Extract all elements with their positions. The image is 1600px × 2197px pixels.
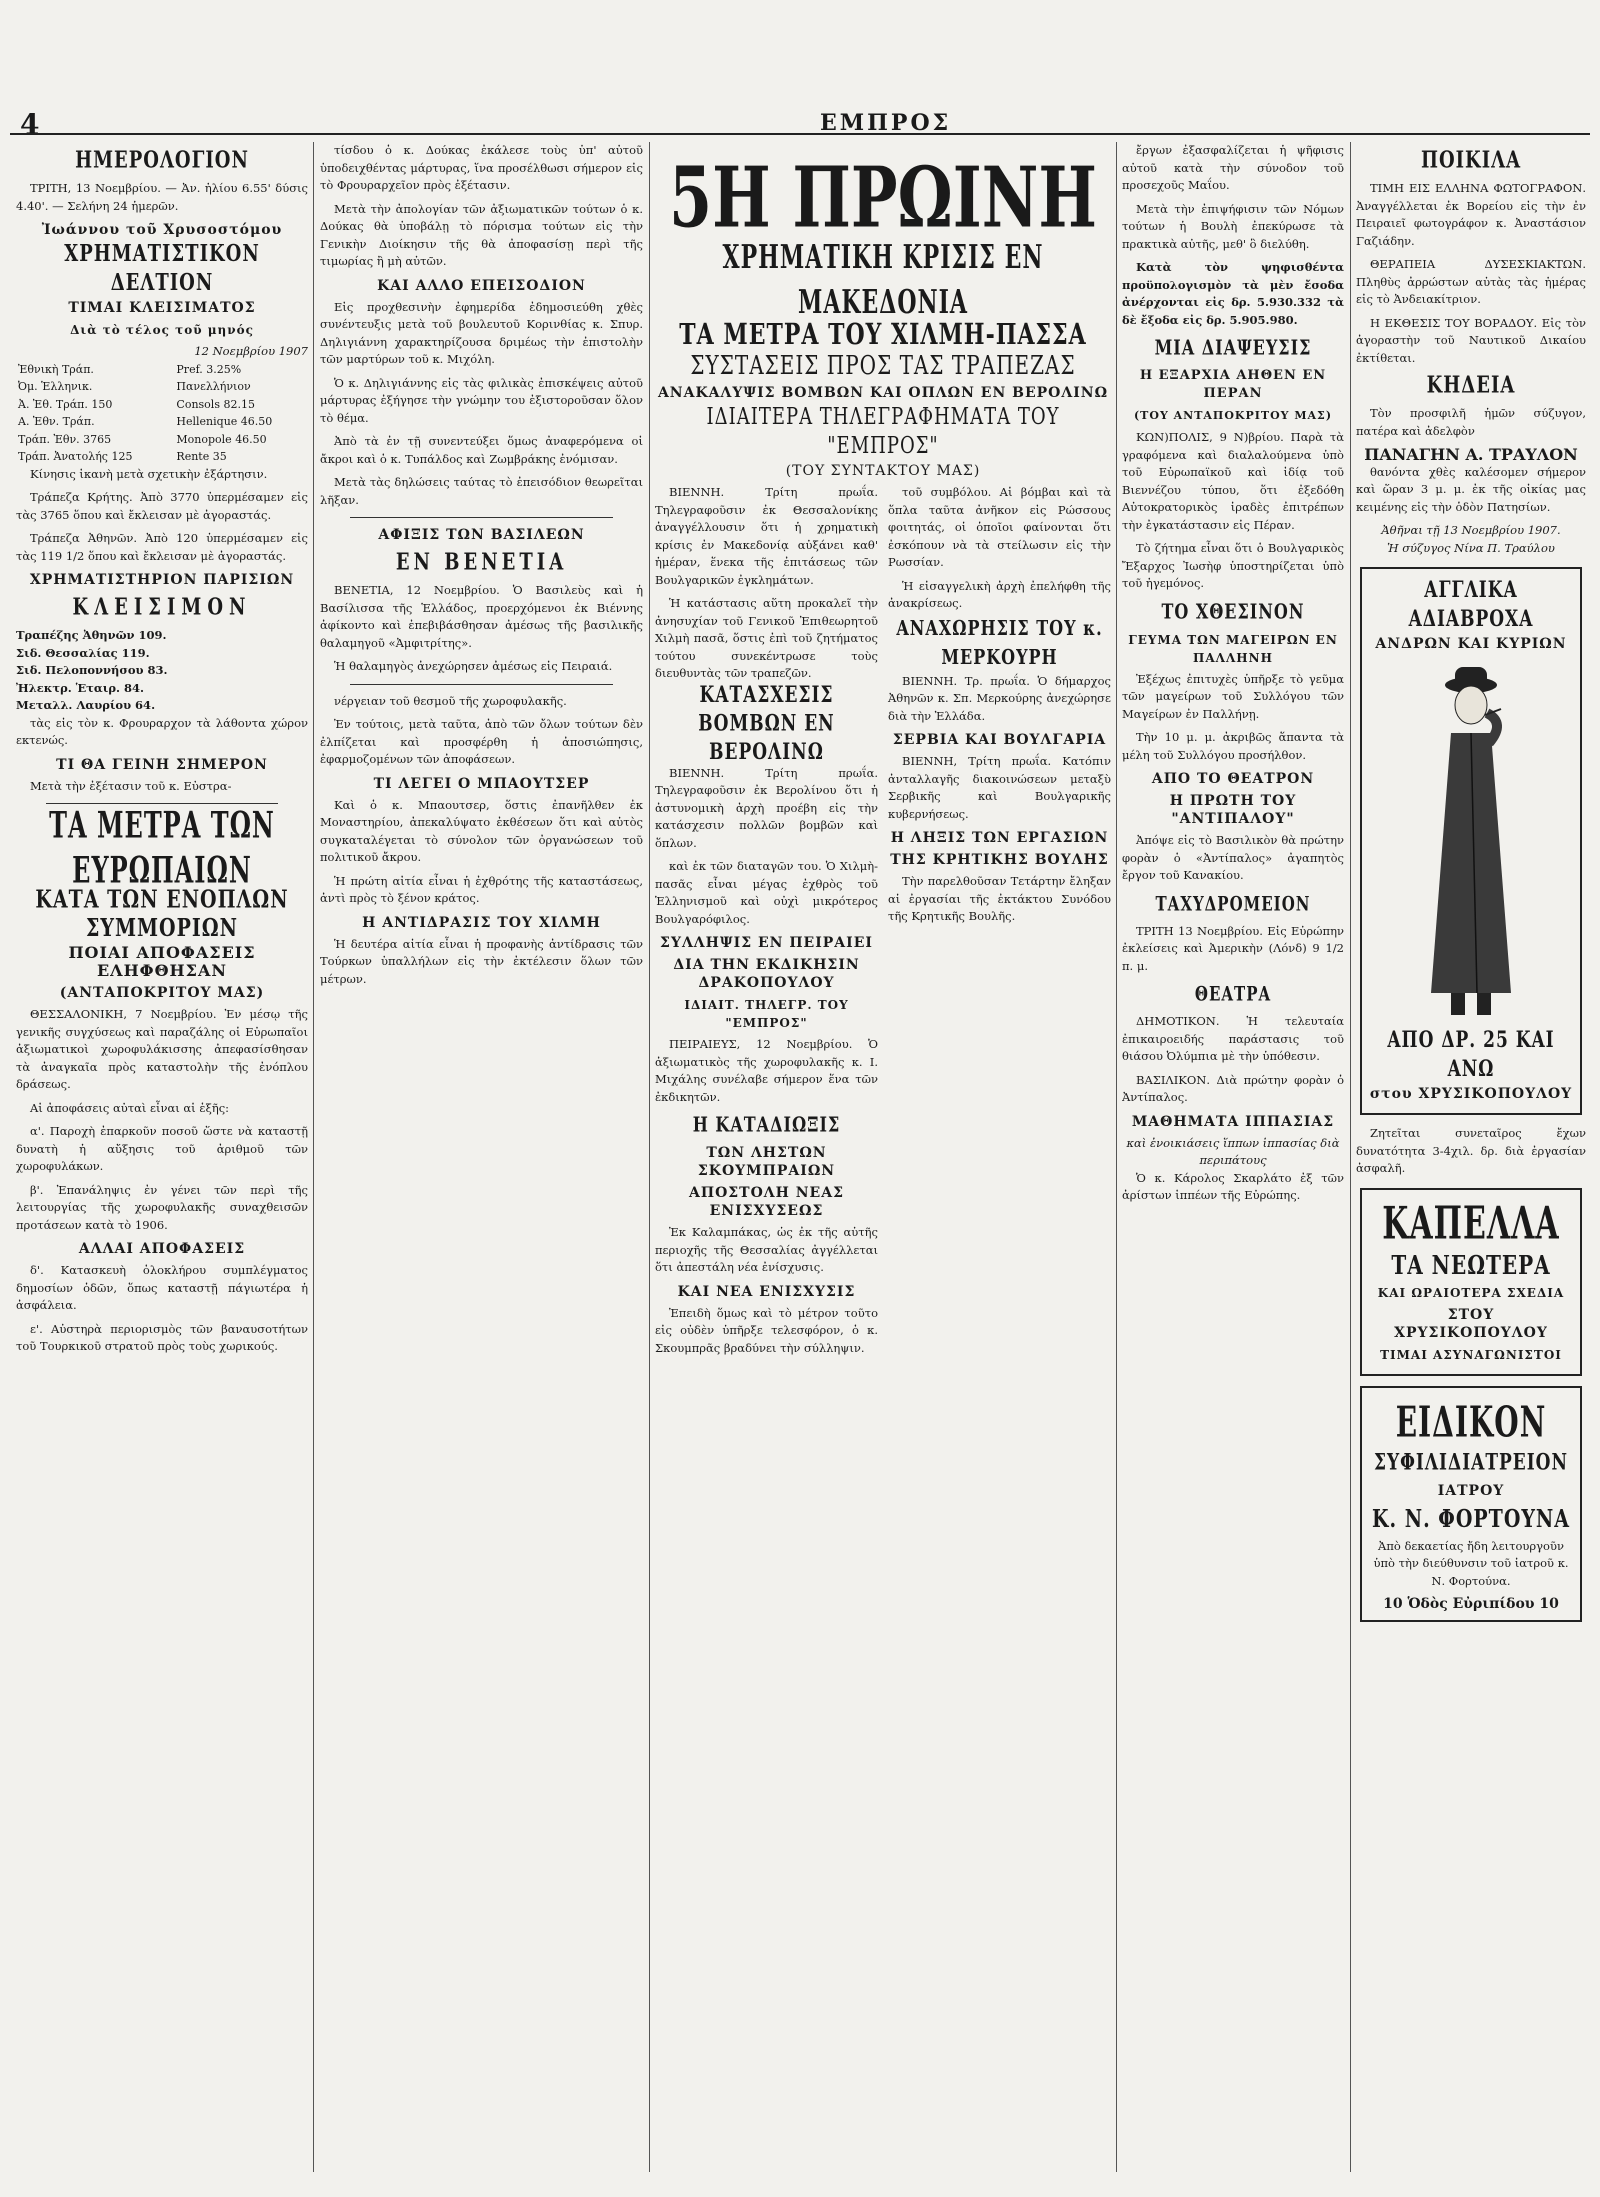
headline: ΑΠΟ ΤΟ ΘΕΑΤΡΟΝ [1151, 771, 1315, 787]
column-5 [1356, 142, 1586, 2172]
article-paragraph: Ὁ κ. Δηλιγιάννης εἰς τὰς φιλικὰς ἐπισκέψεις αὐτοῦ μάρτυρας ἐξήγησε τὴν γνώμην του ἐξιστοροῦσαν ὅλον τὸ θέμα. [320, 375, 643, 425]
ad-store: στου ΧΡΥΣΙΚΟΠΟΥΛΟΥ [1369, 1086, 1573, 1102]
ad-headline: ΕΙΔΙΚΟΝ [1395, 1397, 1547, 1447]
calendar-heading: ΗΜΕΡΟΛΟΓΙΟΝ [75, 146, 249, 174]
table-cell: Α. Ἐθν. Τράπ. [18, 415, 95, 428]
table-cell: Monopole 46.50 [176, 432, 267, 446]
closing-line: Μεταλλ. Λαυρίου 64. [16, 698, 156, 712]
article-paragraph: τοῦ συμβόλου. Αἱ βόμβαι καὶ τὰ ὅπλα ταῦτα ἀνῆκον εἰς Ρώσσους φοιτητάς, οἱ ὁποῖοι φαίνονται ὅτι ἐσκόπουν νὰ τὰ στείλωσιν εἰς τὴν Ρωσσίαν. [888, 485, 1111, 569]
article-paragraph: Ἡ κατάστασις αὕτη προκαλεῖ τὴν ἀνησυχίαν τοῦ Γενικοῦ Ἐπιθεωρητοῦ Χιλμὴ πασᾶ, ὅστις ἐπὶ τοῦ ζητήματος τούτου συνεκέντρωσε τοὺς διευθυντὰς τῶν τραπεζῶν. [655, 596, 878, 680]
table-cell: Τράπ. Ἐθν. 3765 [18, 432, 112, 446]
subheadline: ΠΟΙΑΙ ΑΠΟΦΑΣΕΙΣ ΕΛΗΦΘΗΣΑΝ [68, 943, 256, 980]
hats-ad [1360, 1188, 1582, 1376]
article-paragraph: Ἀπόψε εἰς τὸ Βασιλικὸν θὰ πρώτην φορὰν ὁ «Ἀντίπαλος» ἀγαπητὸς ἔργον τοῦ Κανακίου. [1122, 833, 1344, 882]
subheadline: ΙΔΙΑΙΤΕΡΑ ΤΗΛΕΓΡΑΦΗΜΑΤΑ ΤΟΥ "ΕΜΠΡΟΣ" [706, 403, 1060, 460]
headline: ΠΟΙΚΙΛΑ [1420, 146, 1522, 174]
man-in-coat-illustration [1391, 663, 1551, 1023]
newspaper-page [10, 8, 1590, 2178]
article-paragraph: Μετὰ τὰς δηλώσεις ταύτας τὸ ἐπεισόδιον θεωρεῖται λῆξαν. [320, 475, 643, 507]
signature: Ἡ σύζυγος Νίνα Π. Τραύλου [1387, 540, 1555, 555]
article-paragraph: ΤΙΜΗ ΕΙΣ ΕΛΛΗΝΑ ΦΩΤΟΓΡΑΦΟΝ. Ἀναγγέλλεται ἐκ Βορείου εἰς τὴν ἐν Πειραιεῖ φωτογράφον κ. Ἀναστάσιον Γαζιάδην. [1356, 181, 1586, 248]
subheading: Η ΑΝΤΙΔΡΑΣΙΣ ΤΟΥ ΧΙΛΜΗ [362, 914, 601, 931]
paris-exchange-heading: ΧΡΗΜΑΤΙΣΤΗΡΙΟΝ ΠΑΡΙΣΙΩΝ [29, 572, 295, 588]
article-columns [655, 484, 1111, 1363]
article-paragraph: ε'. Αὐστηρὰ περιορισμὸς τῶν βαναυσοτήτων τοῦ Τουρκικοῦ στρατοῦ πρὸς τοὺς χωρικούς. [16, 1321, 308, 1353]
saint-name: Ἰωάννου τοῦ Χρυσοστόμου [41, 222, 283, 238]
headline: ΤΑΧΥΔΡΟΜΕΙΟΝ [1155, 891, 1311, 916]
table-cell: Τράπ. Ἀνατολής 125 [18, 450, 133, 463]
today-heading: ΤΙ ΘΑ ΓΕΙΝΗ ΣΗΜΕΡΟΝ [56, 756, 268, 773]
article-paragraph: καὶ ἐκ τῶν διαταγῶν του. Ὁ Χιλμὴ-πασᾶς εἶναι μέγας ἐχθρὸς τοῦ Ἑλληνισμοῦ καὶ οὐχὶ μικρότερος Βουλγαρόφιλος. [655, 859, 878, 926]
clinic-ad [1360, 1386, 1582, 1622]
headline: ΑΦΙΞΙΣ ΤΩΝ ΒΑΣΙΛΕΩΝ [378, 527, 585, 543]
article-paragraph: ΒΕΝΕΤΙΑ, 12 Νοεμβρίου. Ὁ Βασιλεὺς καὶ ἡ Βασίλισσα τῆς Ἑλλάδος, προερχόμενοι ἐκ Βιέννης ἀφίκοντο καὶ ἐπεβιβάσθησαν ἀμέσως τῆς βασιλικῆς θαλαμηγοῦ «Ἀμφιτρίτης». [320, 583, 643, 650]
table-row [16, 396, 308, 414]
table-cell: Ὀμ. Ἑλληνικ. [18, 380, 93, 393]
ad-address: 10 Ὁδὸς Εὐριπίδου 10 [1383, 1596, 1559, 1612]
table-cell: Pref. 3.25% [176, 362, 242, 376]
article-paragraph: α'. Παροχὴ ἐπαρκοῦν ποσοῦ ὥστε νὰ καταστῇ δυνατὴ ἡ αὔξησις τοῦ ἀριθμοῦ τῶν χωροφυλάκων. [16, 1124, 308, 1173]
closing-prices-heading: ΤΙΜΑΙ ΚΛΕΙΣΙΜΑΤΟΣ [68, 300, 256, 316]
column-divider [313, 142, 314, 2172]
headline: Η ΕΞΑΡΧΙΑ ΑΗΘΕΝ ΕΝ ΠΕΡΑΝ [1139, 368, 1327, 401]
newspaper-name: ΕΜΠΡΟΣ [820, 110, 952, 136]
headline: ΤΗΣ ΚΡΗΤΙΚΗΣ ΒΟΥΛΗΣ [890, 852, 1109, 868]
ad-headline: ΑΓΓΛΙΚΑ ΑΔΙΑΒΡΟΧΑ [1408, 577, 1534, 633]
article-paragraph: Ἐν τούτοις, μετὰ ταῦτα, ἀπὸ τῶν ὄλων τούτων δὲν ἐλπίζεται καὶ προσφέρθη ἡ ἀποσιώπησις, ἐφαρμοζομένων τῶν ἀποφάσεων. [320, 717, 643, 766]
article-paragraph: ΒΑΣΙΛΙΚΟΝ. Διὰ πρώτην φορὰν ὁ Ἀντίπαλος. [1122, 1072, 1344, 1104]
page-number: 4 [20, 108, 40, 141]
article-paragraph: Η ΕΚΘΕΣΙΣ ΤΟΥ ΒΟΡΑΔΟΥ. Εἰς τὸν ἀγοραστὴν τοῦ Ναυτικοῦ Δικαίου ἐκτίθεται. [1356, 315, 1586, 365]
column-4 [1122, 142, 1344, 2172]
article-paragraph: τὰς εἰς τὸν κ. Φρουραρχον τὰ λάθοντα χώρον εκτενώς. [16, 715, 308, 747]
article-paragraph: Μετὰ τὴν ἐπιψήφισιν τῶν Νόμων τούτων ἡ Βουλὴ ἐπεκύρωσε τὰ πρακτικὰ αὐτῆς, μεθ' ὃ διελύθη. [1122, 201, 1344, 251]
article-paragraph: Κατὰ τὸν ψηφισθέντα προϋπολογισμὸν τὰ μὲν ἔσοδα ἀνέρχονται εἰς δρ. 5.930.332 τὰ δὲ ἔξοδα εἰς δρ. 5.905.980. [1122, 260, 1344, 327]
table-row [16, 448, 308, 466]
article-paragraph: Ἡ εἰσαγγελικὴ ἀρχὴ ἐπελήφθη τῆς ἀνακρίσεως. [888, 578, 1111, 610]
subheadline: ΑΝΑΚΑΛΥΨΙΣ ΒΟΜΒΩΝ ΚΑΙ ΟΠΛΩΝ ΕΝ ΒΕΡΟΛΙΝΩ [657, 385, 1109, 401]
article-paragraph: Ἀπὸ τὰ ἐν τῇ συνεντεύξει ὅμως ἀναφερόμενα οἱ ἄκροι καὶ ὁ κ. Τυπάλδος καὶ Ζωμβράκης ἐνόμισαν. [320, 434, 643, 466]
subcolumn [888, 484, 1111, 1363]
article-paragraph: Τὸν προσφιλῆ ἡμῶν σύζυγον, πατέρα καὶ ἀδελφὸν [1356, 406, 1586, 438]
byline: (ΤΟΥ ΑΝΤΑΠΟΚΡΙΤΟΥ ΜΑΣ) [1133, 409, 1333, 422]
column-3 [655, 142, 1111, 2172]
man-in-coat-icon [1391, 663, 1551, 1023]
subheadline: καὶ ἐνοικιάσεις ἵππων ἱππασίας διὰ περιπάτους [1126, 1135, 1340, 1167]
ad-text: ΙΑΤΡΟΥ [1437, 1482, 1505, 1499]
column-1 [16, 142, 308, 2172]
article-paragraph: ΠΕΙΡΑΙΕΥΣ, 12 Νοεμβρίου. Ὁ ἀξιωματικὸς τῆς χωροφυλακῆς κ. Ι. Μιχάλης συνέλαβε σήμερον ἕνα τῶν ἐκδικητῶν. [655, 1037, 878, 1104]
headline: ΔΙΑ ΤΗΝ ΕΚΔΙΚΗΣΙΝ ΔΡΑΚΟΠΟΥΛΟΥ [673, 957, 860, 991]
subheadline: ΣΥΣΤΑΣΕΙΣ ΠΡΟΣ ΤΑΣ ΤΡΑΠΕΖΑΣ [690, 349, 1076, 381]
article-paragraph: Ὁ κ. Κάρολος Σκαρλάτο ἐξ τῶν ἀρίστων ἱππέων τῆς Εὐρώπης. [1122, 1170, 1344, 1202]
headline: ΤΑ ΜΕΤΡΑ ΤΟΥ ΧΙΛΜΗ-ΠΑΣΣΑ [679, 318, 1087, 352]
article-paragraph: Τὸ ζήτημα εἶναι ὅτι ὁ Βουλγαρικὸς Ἔξαρχος Ἰωσὴφ ὑποστηρίζεται ὑπὸ τοῦ ἡγεμόνος. [1122, 541, 1344, 590]
article-paragraph: τίσδου ὁ κ. Δούκας ἐκάλεσε τοὺς ὑπ' αὐτοῦ ὑποδειχθέντας μάρτυρας, ἵνα προσέλθωσι σήμερον εἰς τὸ Φρουραρχεῖον πρὸς ἐξέτασιν. [320, 143, 643, 192]
article-paragraph: ΚΩΝ)ΠΟΛΙΣ, 9 Ν)βρίου. Παρὰ τὰ γραφόμενα καὶ διαλαλούμενα ὑπὸ τοῦ Εὐρωπαϊκοῦ καὶ ἰδίᾳ τοῦ Βιεννέζου τύπου, ὅτι ἐξεδόθη Αὐτοκρατορικὸς ἰραδὲς ἐπιτρέπων τὴν ἐγκατάστασιν εἰς Πέραν. [1122, 430, 1344, 532]
article-paragraph: ΘΕΡΑΠΕΙΑ ΔΥΣΕΣΚΙΑΚΤΩΝ. Πληθὺς ἀρρώστων αὐτὰς τὰς ἡμέρας εἰς τὸ Ἀνδειακίτριον. [1356, 257, 1586, 306]
table-cell: Hellenique 46.50 [176, 415, 273, 428]
headline: Η ΛΗΞΙΣ ΤΩΝ ΕΡΓΑΣΙΩΝ [890, 830, 1109, 846]
article-paragraph: Αἱ ἀποφάσεις αὐταὶ εἶναι αἱ ἑξῆς: [30, 1100, 230, 1115]
article-paragraph: Μετὰ τὴν ἀπολογίαν τῶν ἀξιωματικῶν τούτων ὁ κ. Δούκας θὰ ὑποβάλῃ τὸ πόρισμα τούτων εἰς τὴν Γενικὴν Διοίκησιν τῆς θὰ ἀποφασίσῃ περὶ τῆς τιμωρίας ἢ μὴ αὐτῶν. [320, 201, 643, 268]
closing-line: Σιδ. Πελοποννήσου 83. [16, 663, 168, 677]
article-paragraph: Ἐξέχως ἐπιτυχὲς ὑπῆρξε τὸ γεῦμα τῶν μαγείρων τοῦ Συλλόγου τῶν Μαγείρων ἐν Παλλήνῃ. [1122, 671, 1344, 721]
byline: (ΤΟΥ ΣΥΝΤΑΚΤΟΥ ΜΑΣ) [785, 463, 981, 479]
article-paragraph: ΒΙΕΝΝΗ. Τρίτη πρωΐα. Τηλεγραφοῦσιν ἐκ Θεσσαλονίκης ἀναγγέλλουσιν ὅτι ἡ χρηματικὴ κρίσις ἐν Μακεδονίᾳ αὐξάνει καθ' ἡμέραν, ἕνεκα τῆς ἐπιτάσεως τῶν Βουλγαρικῶν ἐγκλημάτων. [655, 485, 878, 587]
column-divider [1350, 142, 1351, 2172]
headline: ΤΟ ΧΘΕΣΙΝΟΝ [1161, 598, 1305, 624]
table-cell: Rente 35 [176, 450, 227, 463]
table-cell: Ἐθνικὴ Τράπ. [18, 362, 94, 376]
article-paragraph: Τράπεζα Κρήτης. Ἀπὸ 3770 ὑπερμέσαμεν εἰς τὰς 3765 ὅπου καὶ ἔκλεισαν μὲ ἀγοραστάς. [16, 490, 308, 522]
subheading: ΑΛΛΑΙ ΑΠΟΦΑΣΕΙΣ [78, 1241, 246, 1257]
column-divider [649, 142, 650, 2172]
column-divider [1116, 142, 1117, 2172]
closing-line: Ἠλεκτρ. Ἑταιρ. 84. [16, 680, 144, 695]
ad-headline: ΤΑ ΝΕΩΤΕΡΑ [1391, 1248, 1551, 1281]
article-paragraph: Τράπεζα Ἀθηνῶν. Ἀπὸ 120 ὑπερμέσαμεν εἰς τὰς 119 1/2 ὅπου καὶ ἔκλεισαν μὲ ἀγοραστάς. [16, 531, 308, 563]
article-paragraph: ΔΗΜΟΤΙΚΟΝ. Ἡ τελευταία ἐπικαιροειδής παράστασις τοῦ θιάσου Ὀλύμπια μὲ τὴν ὑπόθεσιν. [1122, 1014, 1344, 1063]
article-paragraph: ΤΡΙΤΗ 13 Νοεμβρίου. Εἰς Εὐρώπην ἐκλείσεις καὶ Ἀμερικὴν (Λόνδ) 9 1/2 π. μ. [1122, 923, 1344, 973]
article-paragraph: Μετὰ τὴν ἐξέτασιν τοῦ κ. Εὐστρα- [30, 778, 232, 793]
subheading: ΚΑΙ ΑΛΛΟ ΕΠΕΙΣΟΔΙΟΝ [377, 277, 586, 294]
closing-line: Σιδ. Θεσσαλίας 119. [16, 645, 150, 660]
headline: ΤΑ ΜΕΤΡΑ ΤΩΝ ΕΥΡΩΠΑΙΩΝ [49, 803, 275, 892]
headline: ΑΝΑΧΩΡΗΣΙΣ ΤΟΥ κ. ΜΕΡΚΟΥΡΗ [896, 615, 1103, 669]
headline: ΜΑΘΗΜΑΤΑ ΙΠΠΑΣΙΑΣ [1131, 1113, 1335, 1130]
ad-price: ΑΠΟ ΔΡ. 25 ΚΑΙ ΑΝΩ [1387, 1027, 1555, 1083]
byline: (ΑΝΤΑΠΟΚΡΙΤΟΥ ΜΑΣ) [59, 985, 265, 1001]
table-row [16, 431, 308, 449]
table-row [16, 361, 308, 379]
masthead [20, 108, 1590, 141]
financial-bulletin-heading: ΧΡΗΜΑΤΙΣΤΙΚΟΝ ΔΕΛΤΙΟΝ [64, 240, 260, 297]
headline: ΚΗΔΕΙΑ [1426, 371, 1516, 399]
table-cell: Ἀ. Ἐθ. Τράπ. 150 [18, 397, 113, 411]
article-paragraph: Εἰς προχθεσινὴν ἐφημερίδα ἐδημοσιεύθη χθὲς συνέντευξις μετὰ τοῦ βουλευτοῦ Κορινθίας κ. Σπυρ. Δηλιγιάννη χαρακτηρίζουσα δριμέως τὴν ἐπιστολὴν τῶν μαρτύρων τοῦ κ. Μιχόλη. [320, 299, 643, 366]
raincoat-ad [1360, 567, 1582, 1115]
article-paragraph: νέργειαν τοῦ θεσμοῦ τῆς χωροφυλακῆς. [334, 693, 567, 708]
article-paragraph: Ἐπειδὴ ὅμως καὶ τὸ μέτρον τοῦτο εἰς οὐδὲν ὑπῆρξε τελεσφόρον, ὁ κ. Σκουμπρᾶς βραδύνει τὴν σύλληψιν. [655, 1305, 878, 1355]
ad-headline: ΚΑΠΕΛΛΑ [1382, 1197, 1560, 1250]
calendar-date: ΤΡΙΤΗ, 13 Νοεμβρίου. — Ἀν. ἡλίου 6.55' δύσις 4.40'. — Σελήνη 24 ἡμερῶν. [16, 181, 308, 213]
article-paragraph: Τὴν παρελθοῦσαν Τετάρτην ἔληξαν αἱ ἐργασίαι τῆς ἐκτάκτου Συνόδου τῆς Κρητικῆς Βουλῆς. [888, 874, 1111, 923]
article-paragraph: Ζητεῖται συνεταῖρος ἔχων δυνατότητα 3-4χιλ. δρ. διὰ ἐργασίαν ἀσφαλῆ. [1356, 1126, 1586, 1175]
headline: Η ΚΑΤΑΔΙΩΞΙΣ [692, 1112, 841, 1137]
table-cell: Πανελλήνιον [176, 380, 251, 393]
headline: ΘΕΑΤΡΑ [1194, 982, 1272, 1006]
closing-prices-note: Διὰ τὸ τέλος τοῦ μηνός [70, 323, 254, 337]
article-paragraph: ἔργων ἐξασφαλίζεται ἡ ψῆφισις αὐτοῦ κατὰ τὴν σύνοδον τοῦ προσεχοῦς Μαΐου. [1122, 143, 1344, 192]
article-paragraph: Τὴν 10 μ. μ. ἀκριβῶς ἅπαντα τὰ μέλη τοῦ Συλλόγου προσήλθον. [1122, 730, 1344, 762]
table-row [16, 413, 308, 431]
subheadline: ΑΠΟΣΤΟΛΗ ΝΕΑΣ ΕΝΙΣΧΥΣΕΩΣ [689, 1185, 844, 1219]
headline: ΜΙΑ ΔΙΑΨΕΥΣΙΣ [1154, 335, 1312, 360]
article-paragraph: Ἡ δευτέρα αἰτία εἶναι ἡ προφανὴς ἀντίδρασις τῶν Τούρκων ὑπαλλήλων εἰς τὴν ἐκτέλεσιν ὅλων τῶν μέτρων. [320, 936, 643, 986]
signature: Ἀθῆναι τῇ 13 Νοεμβρίου 1907. [1381, 523, 1561, 537]
closing-line: Τραπέζης Ἀθηνῶν 109. [16, 628, 167, 642]
ad-text: ΚΑΙ ΩΡΑΙΟΤΕΡΑ ΣΧΕΔΙΑ [1377, 1285, 1565, 1300]
ad-headline: ΣΥΦΙΛΙΔΙΑΤΡΕΙΟΝ [1373, 1449, 1569, 1476]
bulletin-date: 12 Νοεμβρίου 1907 [194, 344, 308, 358]
ad-store: ΣΤΟΥ ΧΡΥΣΙΚΟΠΟΥΛΟΥ [1394, 1306, 1548, 1341]
ad-headline: ΑΝΔΡΩΝ ΚΑΙ ΚΥΡΙΩΝ [1375, 636, 1567, 652]
ad-text: ΤΙΜΑΙ ΑΣΥΝΑΓΩΝΙΣΤΟΙ [1380, 1347, 1562, 1362]
table-row [16, 378, 308, 396]
article-paragraph: Ἡ θαλαμηγὸς ἀνεχώρησεν ἀμέσως εἰς Πειραιά. [334, 659, 613, 673]
column-2 [320, 142, 643, 2172]
article-paragraph: Κίνησις ἱκανὴ μετὰ σχετικὴν ἐξάρτησιν. [30, 466, 268, 481]
edition-title: 5Η ΠΡΩΙΝΗ [669, 148, 1097, 247]
headline: ΚΑΤΑ ΤΩΝ ΕΝΟΠΛΩΝ ΣΥΜΜΟΡΙΩΝ [35, 885, 289, 943]
divider [350, 517, 613, 518]
headline: ΤΩΝ ΛΗΣΤΩΝ ΣΚΟΥΜΠΡΑΙΩΝ [697, 1145, 836, 1179]
article-paragraph: θανόντα χθὲς καλέσομεν σήμερον καὶ ὥραν 3 μ. μ. ἐκ τῆς οἰκίας μας κειμένης εἰς τὴν ὁδὸν Πατησίων. [1356, 464, 1586, 514]
ad-paragraph: Ἀπὸ δεκαετίας ἤδη λειτουργοῦν ὑπὸ τὴν διεύθυνσιν τοῦ ἰατροῦ κ. Ν. Φορτούνα. [1373, 1538, 1569, 1588]
doctor-name: Κ. Ν. ΦΟΡΤΟΥΝΑ [1371, 1504, 1571, 1533]
deceased-name: ΠΑΝΑΓΗΝ Α. ΤΡΑΥΛΟΝ [1364, 445, 1578, 464]
headline: ΚΑΤΑΣΧΕΣΙΣ ΒΟΜΒΩΝ ΕΝ ΒΕΡΟΛΙΝΩ [698, 681, 835, 766]
headline: ΓΕΥΜΑ ΤΩΝ ΜΑΓΕΙΡΩΝ ΕΝ ΠΑΛΛΗΝΗ [1128, 632, 1338, 665]
article-paragraph: Ἡ πρώτη αἰτία εἶναι ἡ ἐχθρότης τῆς καταστάσεως, ἀντὶ πρὸς τὸ ξένον κράτος. [320, 873, 643, 905]
subheading: ΚΑΙ ΝΕΑ ΕΝΙΣΧΥΣΙΣ [677, 1283, 856, 1300]
price-table [16, 361, 308, 466]
article-paragraph: δ'. Κατασκευὴ ὁλοκλήρου συμπλέγματος δημοσίων ὁδῶν, ὅπως καταστῇ πάγιωτέρα ἡ ἀσφάλεια. [16, 1263, 308, 1312]
article-paragraph: Καὶ ὁ κ. Μπαουτσερ, ὅστις ἐπανῆλθεν ἐκ Μοναστηρίου, ἀπεκαλύψατο ἐκθέσεων ὅτι καὶ αὐτὸς συγκαταλέγεται τὸ σύνολον τῶν ὀργανώσεων τοῦ πολιτικοῦ ἄκρου. [320, 797, 643, 864]
article-paragraph: ΒΙΕΝΝΗ, Τρίτη πρωΐα. Κατόπιν ἀνταλλαγῆς διακοινώσεων μεταξὺ Σερβικῆς καὶ Βουλγαρικῆς κυβερνήσεως. [888, 754, 1111, 821]
article-paragraph: ΘΕΣΣΑΛΟΝΙΚΗ, 7 Νοεμβρίου. Ἐν μέσῳ τῆς γενικῆς συγχύσεως καὶ παραζάλης οἱ Εὐρωπαῖοι ἀξιωματικοὶ χωροφυλάκισσης ἀπεφασίσθησαν τὰ ἀναγκαῖα πρὸς καταστολὴν τῆς ἐνόπλου δράσεως. [16, 1007, 308, 1091]
subheading: ΤΙ ΛΕΓΕΙ Ο ΜΠΑΟΥΤΣΕΡ [373, 775, 590, 792]
headline: ΣΕΡΒΙΑ ΚΑΙ ΒΟΥΛΓΑΡΙΑ [892, 732, 1107, 748]
headline: ΣΥΛΛΗΨΙΣ ΕΝ ΠΕΙΡΑΙΕΙ [660, 935, 873, 951]
article-paragraph: ΒΙΕΝΝΗ. Τρ. πρωΐα. Ὁ δήμαρχος Ἀθηνῶν κ. Σπ. Μερκούρης ἀνεχώρησε διὰ τὴν Ἑλλάδα. [888, 673, 1111, 723]
closing-heading: ΚΛΕΙΣΙΜΟΝ [72, 593, 252, 621]
article-paragraph: Ἐκ Καλαμπάκας, ὡς ἐκ τῆς αὐτῆς περιοχῆς τῆς Θεσσαλίας ἀγγέλλεται ὅτι ἀπεστάλη νέα ἐνίσχυσις. [655, 1225, 878, 1274]
table-cell: Consols 82.15 [176, 397, 255, 411]
article-paragraph: β'. Ἐπανάληψις ἐν γένει τῶν περὶ τῆς λειτουργίας τῆς χωροφυλακῆς συναχθεισῶν προτάσεων κατὰ τὸ 1906. [16, 1182, 308, 1232]
subcolumn [655, 484, 878, 1363]
byline: ΙΔΙΑΙΤ. ΤΗΛΕΓΡ. ΤΟΥ "ΕΜΠΡΟΣ" [684, 998, 849, 1030]
headline: ΕΝ ΒΕΝΕΤΙΑ [395, 548, 568, 576]
headline: Η ΠΡΩΤΗ ΤΟΥ "ΑΝΤΙΠΑΛΟΥ" [1169, 793, 1297, 827]
article-paragraph: ΒΙΕΝΝΗ. Τρίτη πρωΐα. Τηλεγραφοῦσιν ἐκ Βερολίνου ὅτι ἡ ἀστυνομικὴ ἀρχὴ προέβη εἰς τὴν κατάσχεσιν πολλῶν βομβῶν καὶ ὅπλων. [655, 765, 878, 850]
masthead-rule [10, 133, 1590, 135]
divider [350, 684, 613, 685]
headline: ΧΡΗΜΑΤΙΚΗ ΚΡΙΣΙΣ ΕΝ ΜΑΚΕΔΟΝΙΑ [722, 238, 1044, 322]
